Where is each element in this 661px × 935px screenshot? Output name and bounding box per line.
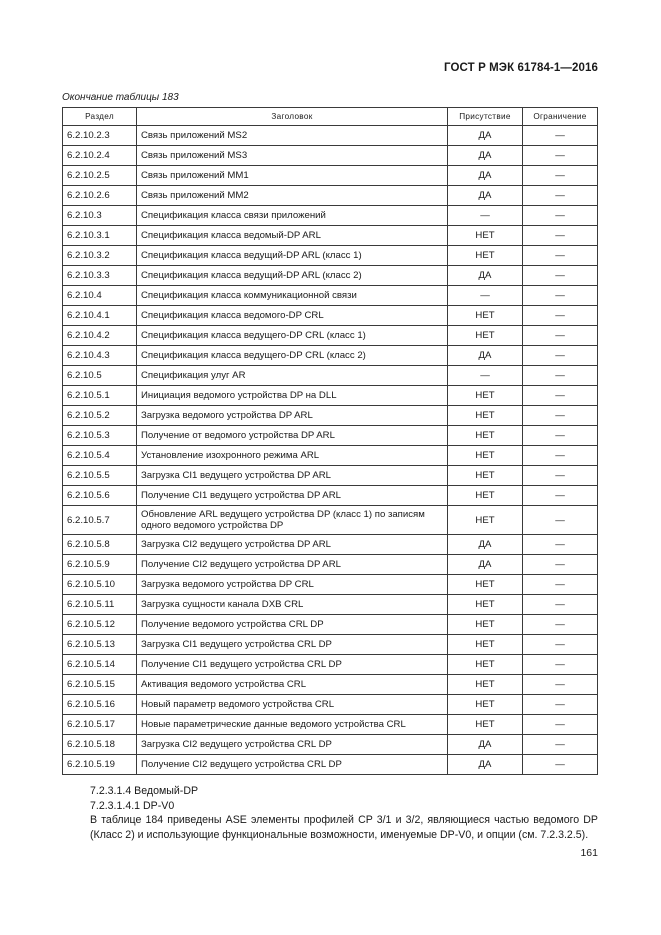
section-cell: 6.2.10.5.13 [63, 635, 137, 655]
limitation-cell: — [523, 595, 598, 615]
table-row [63, 595, 598, 615]
section-cell: 6.2.10.2.6 [63, 186, 137, 206]
presence-cell: ДА [448, 535, 523, 555]
section-cell: 6.2.10.3.1 [63, 226, 137, 246]
section-cell: 6.2.10.5.4 [63, 446, 137, 466]
title-cell: Получение CI2 ведущего устройства DP ARL [137, 555, 448, 575]
presence-cell: НЕТ [448, 426, 523, 446]
presence-cell: НЕТ [448, 466, 523, 486]
limitation-cell: — [523, 615, 598, 635]
limitation-cell: — [523, 466, 598, 486]
section-cell: 6.2.10.4 [63, 286, 137, 306]
title-cell: Активация ведомого устройства CRL [137, 675, 448, 695]
section-cell: 6.2.10.5.3 [63, 426, 137, 446]
table-row [63, 755, 598, 775]
presence-cell: НЕТ [448, 695, 523, 715]
page-number: 161 [580, 847, 598, 859]
limitation-cell: — [523, 575, 598, 595]
table-row [63, 675, 598, 695]
presence-cell: НЕТ [448, 635, 523, 655]
table-row [63, 346, 598, 366]
section-cell: 6.2.10.4.2 [63, 326, 137, 346]
limitation-cell: — [523, 126, 598, 146]
title-cell: Связь приложений ММ2 [137, 186, 448, 206]
limitation-cell: — [523, 426, 598, 446]
section-cell: 6.2.10.5.1 [63, 386, 137, 406]
limitation-cell: — [523, 695, 598, 715]
section-cell: 6.2.10.5.11 [63, 595, 137, 615]
presence-cell: НЕТ [448, 655, 523, 675]
section-cell: 6.2.10.2.5 [63, 166, 137, 186]
document-header: ГОСТ Р МЭК 61784-1—2016 [444, 62, 598, 74]
presence-cell: НЕТ [448, 306, 523, 326]
title-cell: Спецификация класса ведомый-DP ARL [137, 226, 448, 246]
title-cell: Спецификация класса ведущего-DP CRL (класс 2) [137, 346, 448, 366]
presence-cell: ДА [448, 166, 523, 186]
title-cell: Новые параметрические данные ведомого устройства CRL [137, 715, 448, 735]
limitation-cell: — [523, 246, 598, 266]
title-cell: Связь приложений ММ1 [137, 166, 448, 186]
table-body [63, 126, 598, 775]
presence-cell: НЕТ [448, 386, 523, 406]
limitation-cell: — [523, 286, 598, 306]
table-row [63, 486, 598, 506]
title-cell: Получение ведомого устройства CRL DP [137, 615, 448, 635]
title-cell: Загрузка ведомого устройства DP CRL [137, 575, 448, 595]
title-cell: Загрузка сущности канала DXB CRL [137, 595, 448, 615]
table-row [63, 226, 598, 246]
presence-cell: ДА [448, 755, 523, 775]
title-cell: Загрузка CI2 ведущего устройства CRL DP [137, 735, 448, 755]
table-row [63, 206, 598, 226]
title-cell: Спецификация класса ведущего-DP CRL (класс 1) [137, 326, 448, 346]
section-cell: 6.2.10.5.12 [63, 615, 137, 635]
table-row [63, 186, 598, 206]
title-cell: Получение CI1 ведущего устройства DP ARL [137, 486, 448, 506]
limitation-cell: — [523, 406, 598, 426]
section-cell: 6.2.10.5.18 [63, 735, 137, 755]
limitation-cell: — [523, 655, 598, 675]
column-header-title: Заголовок [137, 108, 448, 126]
limitation-cell: — [523, 506, 598, 535]
limitation-cell: — [523, 186, 598, 206]
presence-cell: ДА [448, 735, 523, 755]
title-cell: Обновление ARL ведущего устройства DP (класс 1) по записям одного ведомого устройства DP [137, 506, 448, 535]
limitation-cell: — [523, 446, 598, 466]
limitation-cell: — [523, 206, 598, 226]
section-heading: 7.2.3.1.4 Ведомый-DP [90, 785, 199, 797]
title-cell: Установление изохронного режима ARL [137, 446, 448, 466]
column-header-section: Раздел [63, 108, 137, 126]
presence-cell: НЕТ [448, 506, 523, 535]
title-cell: Спецификация класса ведущий-DP ARL (класс 2) [137, 266, 448, 286]
limitation-cell: — [523, 555, 598, 575]
presence-cell: ДА [448, 266, 523, 286]
limitation-cell: — [523, 675, 598, 695]
section-cell: 6.2.10.5.19 [63, 755, 137, 775]
limitation-cell: — [523, 735, 598, 755]
limitation-cell: — [523, 535, 598, 555]
section-cell: 6.2.10.5.16 [63, 695, 137, 715]
limitation-cell: — [523, 306, 598, 326]
presence-cell: — [448, 206, 523, 226]
section-cell: 6.2.10.5.7 [63, 506, 137, 535]
table-row [63, 615, 598, 635]
title-cell: Спецификация класса связи приложений [137, 206, 448, 226]
table-row [63, 266, 598, 286]
limitation-cell: — [523, 486, 598, 506]
limitation-cell: — [523, 326, 598, 346]
title-cell: Спецификация класса ведущий-DP ARL (класс 1) [137, 246, 448, 266]
section-cell: 6.2.10.5.15 [63, 675, 137, 695]
presence-cell: ДА [448, 346, 523, 366]
section-cell: 6.2.10.3.2 [63, 246, 137, 266]
section-cell: 6.2.10.4.1 [63, 306, 137, 326]
section-cell: 6.2.10.5.2 [63, 406, 137, 426]
presence-cell: ДА [448, 555, 523, 575]
section-cell: 6.2.10.5.5 [63, 466, 137, 486]
title-cell: Инициация ведомого устройства DP на DLL [137, 386, 448, 406]
title-cell: Получение CI1 ведущего устройства CRL DP [137, 655, 448, 675]
presence-cell: — [448, 366, 523, 386]
table-row [63, 406, 598, 426]
title-cell: Загрузка CI2 ведущего устройства DP ARL [137, 535, 448, 555]
section-cell: 6.2.10.2.3 [63, 126, 137, 146]
limitation-cell: — [523, 755, 598, 775]
section-cell: 6.2.10.2.4 [63, 146, 137, 166]
table-row [63, 655, 598, 675]
presence-cell: НЕТ [448, 446, 523, 466]
presence-cell: НЕТ [448, 326, 523, 346]
title-cell: Спецификация класса коммуникационной связи [137, 286, 448, 306]
table-row [63, 735, 598, 755]
subsection-heading: 7.2.3.1.4.1 DP-V0 [90, 799, 175, 812]
section-cell: 6.2.10.5.17 [63, 715, 137, 735]
limitation-cell: — [523, 715, 598, 735]
table-row [63, 246, 598, 266]
section-cell: 6.2.10.3.3 [63, 266, 137, 286]
presence-cell: НЕТ [448, 595, 523, 615]
title-cell: Связь приложений MS3 [137, 146, 448, 166]
title-cell: Загрузка ведомого устройства DP ARL [137, 406, 448, 426]
column-header-presence: Присутствие [448, 108, 523, 126]
section-cell: 6.2.10.5 [63, 366, 137, 386]
limitation-cell: — [523, 166, 598, 186]
section-cell: 6.2.10.5.8 [63, 535, 137, 555]
presence-cell: НЕТ [448, 246, 523, 266]
presence-cell: ДА [448, 126, 523, 146]
limitation-cell: — [523, 346, 598, 366]
spec-table [62, 107, 598, 775]
table-row [63, 446, 598, 466]
table-row [63, 286, 598, 306]
table-row [63, 635, 598, 655]
presence-cell: НЕТ [448, 406, 523, 426]
limitation-cell: — [523, 226, 598, 246]
table-row [63, 715, 598, 735]
section-cell: 6.2.10.5.14 [63, 655, 137, 675]
table-row [63, 555, 598, 575]
limitation-cell: — [523, 146, 598, 166]
presence-cell: НЕТ [448, 675, 523, 695]
limitation-cell: — [523, 635, 598, 655]
title-cell: Спецификация класса ведомого-DP CRL [137, 306, 448, 326]
table-row [63, 466, 598, 486]
presence-cell: НЕТ [448, 486, 523, 506]
title-cell: Новый параметр ведомого устройства CRL [137, 695, 448, 715]
table-row [63, 386, 598, 406]
table-row [63, 695, 598, 715]
title-cell: Получение CI2 ведущего устройства CRL DP [137, 755, 448, 775]
table-row [63, 506, 598, 535]
presence-cell: НЕТ [448, 575, 523, 595]
presence-cell: ДА [448, 146, 523, 166]
title-cell: Связь приложений MS2 [137, 126, 448, 146]
table-caption: Окончание таблицы 183 [62, 92, 179, 103]
presence-cell: НЕТ [448, 715, 523, 735]
table-row [63, 366, 598, 386]
table-row [63, 326, 598, 346]
title-cell: Спецификация улуг AR [137, 366, 448, 386]
limitation-cell: — [523, 386, 598, 406]
table-row [63, 575, 598, 595]
table-row [63, 306, 598, 326]
presence-cell: ДА [448, 186, 523, 206]
presence-cell: НЕТ [448, 615, 523, 635]
section-cell: 6.2.10.5.10 [63, 575, 137, 595]
section-cell: 6.2.10.3 [63, 206, 137, 226]
table-header-row [63, 108, 598, 126]
table-row [63, 166, 598, 186]
table-row [63, 426, 598, 446]
column-header-limitation: Ограничение [523, 108, 598, 126]
table-row [63, 126, 598, 146]
section-cell: 6.2.10.4.3 [63, 346, 137, 366]
table-row [63, 146, 598, 166]
table-row [63, 535, 598, 555]
limitation-cell: — [523, 366, 598, 386]
title-cell: Загрузка CI1 ведущего устройства CRL DP [137, 635, 448, 655]
section-cell: 6.2.10.5.9 [63, 555, 137, 575]
body-paragraph: В таблице 184 приведены ASE элементы профилей CP 3/1 и 3/2, являющиеся частью ведомого DP (Класс 2) и использующие функциональные возможности, именуемые DP-V0, и опции (см. 7.2.3.2.5). [90, 814, 598, 841]
title-cell: Загрузка CI1 ведущего устройства DP ARL [137, 466, 448, 486]
limitation-cell: — [523, 266, 598, 286]
body-text [62, 784, 598, 842]
section-cell: 6.2.10.5.6 [63, 486, 137, 506]
title-cell: Получение от ведомого устройства DP ARL [137, 426, 448, 446]
presence-cell: НЕТ [448, 226, 523, 246]
presence-cell: — [448, 286, 523, 306]
